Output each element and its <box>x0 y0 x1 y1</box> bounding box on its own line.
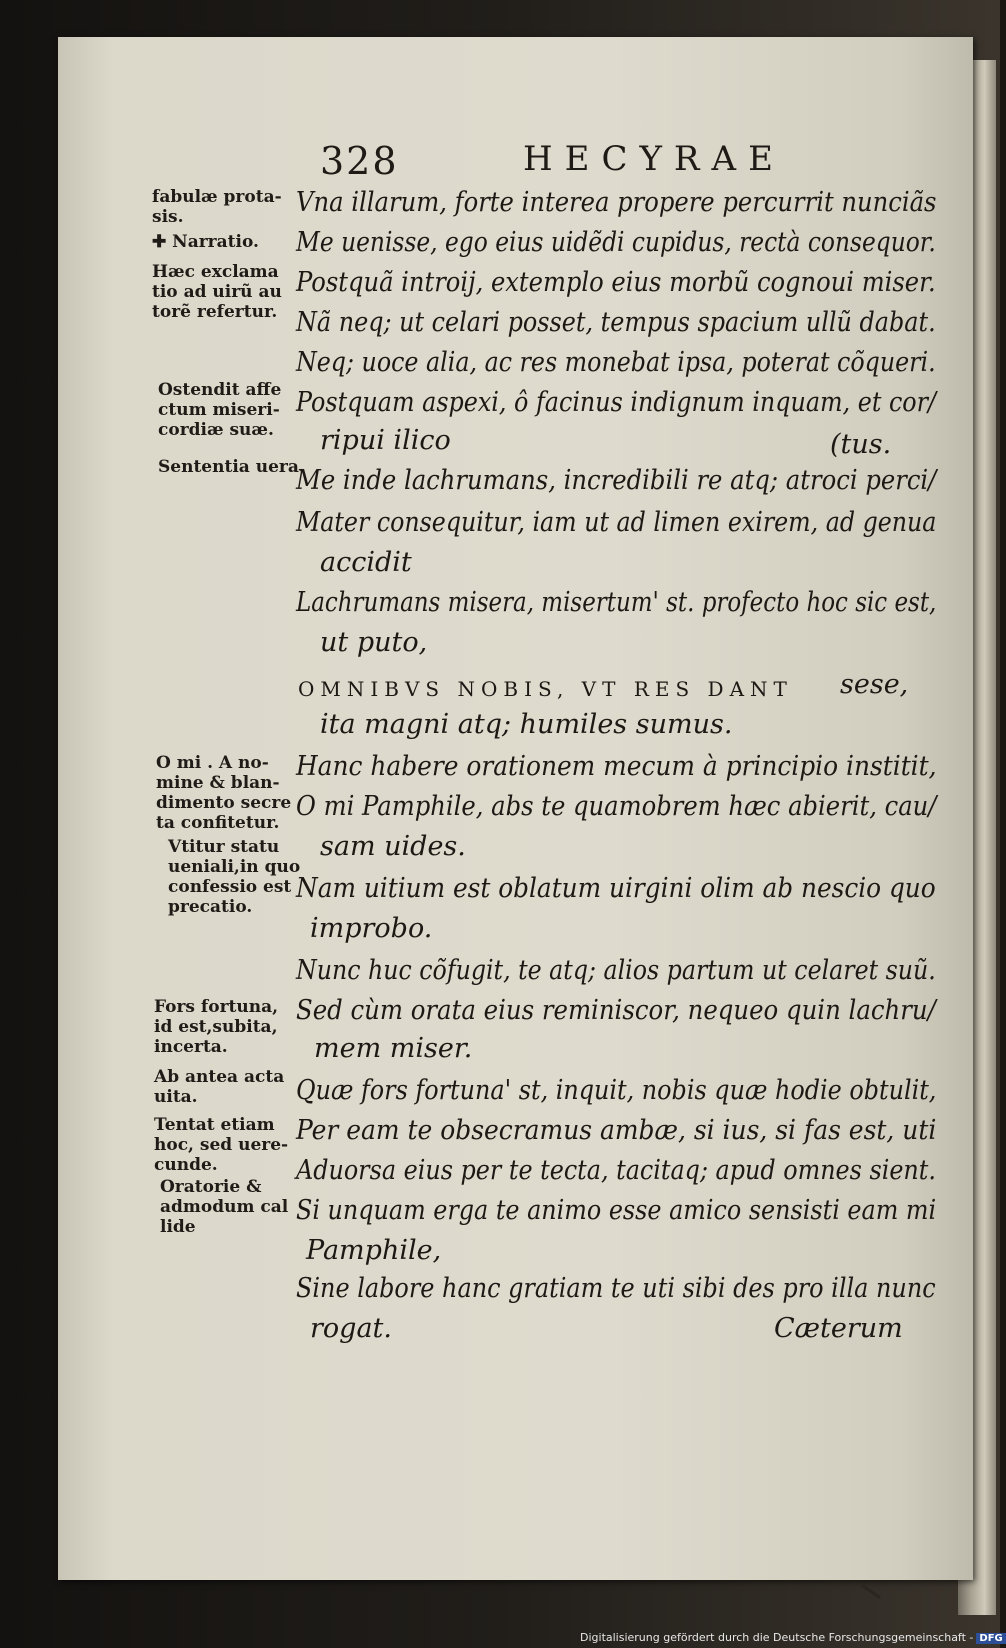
text-line: Pamphile, <box>306 1235 442 1266</box>
text-line: accidit <box>320 547 412 578</box>
text-line: Aduorsa eius per te tecta, tacitaq; apud omnes sient. <box>296 1155 936 1186</box>
credit-text: Digitalisierung gefördert durch die Deutsche Forschungsgemeinschaft - <box>580 1631 974 1644</box>
dfg-logo: DFG <box>976 1633 1005 1644</box>
book-page <box>58 37 973 1580</box>
text-line: ita magni atq; humiles sumus. <box>320 709 733 740</box>
text-line: Hanc habere orationem mecum à principio institit, <box>296 751 937 782</box>
text-line: improbo. <box>310 913 433 944</box>
text-line: Quæ fors fortuna' st, inquit, nobis quæ hodie obtulit, <box>296 1075 937 1106</box>
margin-note: Fors fortuna, id est,subita, incerta. <box>154 997 279 1057</box>
catchword: Cæterum <box>774 1313 903 1344</box>
text-line: Postquã introij, extemplo eius morbũ cognoui miser. <box>296 267 936 298</box>
text-line: Postquam aspexi, ô facinus indignum inquam, et cor/ <box>296 387 937 418</box>
text-line: ut puto, <box>320 627 428 658</box>
text-line: Nunc huc cõfugit, te atq; alios partum ut celaret suũ. <box>296 955 936 986</box>
text-line: Per eam te obsecramus ambæ, si ius, si fas est, uti <box>296 1115 937 1146</box>
text-line: ripui ilico <box>320 425 451 456</box>
page-number: 328 <box>320 139 399 183</box>
margin-note: Hæc exclama tio ad uirũ au torẽ refertur. <box>152 262 282 322</box>
margin-note: Ostendit affe ctum miseri- cordiæ suæ. <box>158 380 282 440</box>
margin-note: Vtitur statu ueniali,in quo confessio est precatio. <box>168 837 301 917</box>
margin-note: ✚ Narratio. <box>152 232 259 252</box>
caps-text-line: OMNIBVS NOBIS, VT RES DANT <box>298 677 793 701</box>
text-line: Lachrumans misera, misertum' st. profecto hoc sic est, <box>296 587 937 618</box>
text-line: Nã neq; ut celari posset, tempus spacium ullũ dabat. <box>296 307 936 338</box>
text-line: Si unquam erga te animo esse amico sensisti eam mi <box>296 1195 937 1226</box>
text-line: Mater consequitur, iam ut ad limen exirem, ad genua <box>296 507 937 538</box>
text-line: Sine labore hanc gratiam te uti sibi des pro illa nunc <box>296 1273 936 1304</box>
text-line: Vna illarum, forte interea propere percurrit nunciãs <box>296 187 937 218</box>
text-line: Sed cùm orata eius reminiscor, nequeo quin lachru/ <box>296 995 936 1026</box>
margin-note: O mi . A no- mine & blan- dimento secre ta confitetur. <box>156 753 292 833</box>
text-line: (tus. <box>830 429 892 460</box>
text-line: Me uenisse, ego eius uidẽdi cupidus, rectà consequor. <box>296 227 936 258</box>
digitization-credit <box>580 1631 1006 1644</box>
text-line: O mi Pamphile, abs te quamobrem hæc abierit, cau/ <box>296 791 937 822</box>
margin-note: Tentat etiam hoc, sed uere- cunde. <box>154 1115 289 1175</box>
text-line: Neq; uoce alia, ac res monebat ipsa, poterat cõqueri. <box>296 347 936 378</box>
text-line: rogat. <box>310 1313 392 1344</box>
text-line: mem miser. <box>314 1033 473 1064</box>
running-title: HECYRAE <box>523 139 785 179</box>
margin-note: fabulæ prota- sis. <box>152 187 282 227</box>
text-line: Me inde lachrumans, incredibili re atq; atroci perci/ <box>296 465 937 496</box>
text-line: sese, <box>840 669 909 700</box>
margin-note: Sententia uera. <box>158 457 305 477</box>
text-line: Nam uitium est oblatum uirgini olim ab nescio quo <box>296 873 936 904</box>
margin-note: Ab antea acta uita. <box>154 1067 285 1107</box>
margin-note: Oratorie & admodum cal lide <box>160 1177 289 1237</box>
text-line: sam uides. <box>320 831 466 862</box>
